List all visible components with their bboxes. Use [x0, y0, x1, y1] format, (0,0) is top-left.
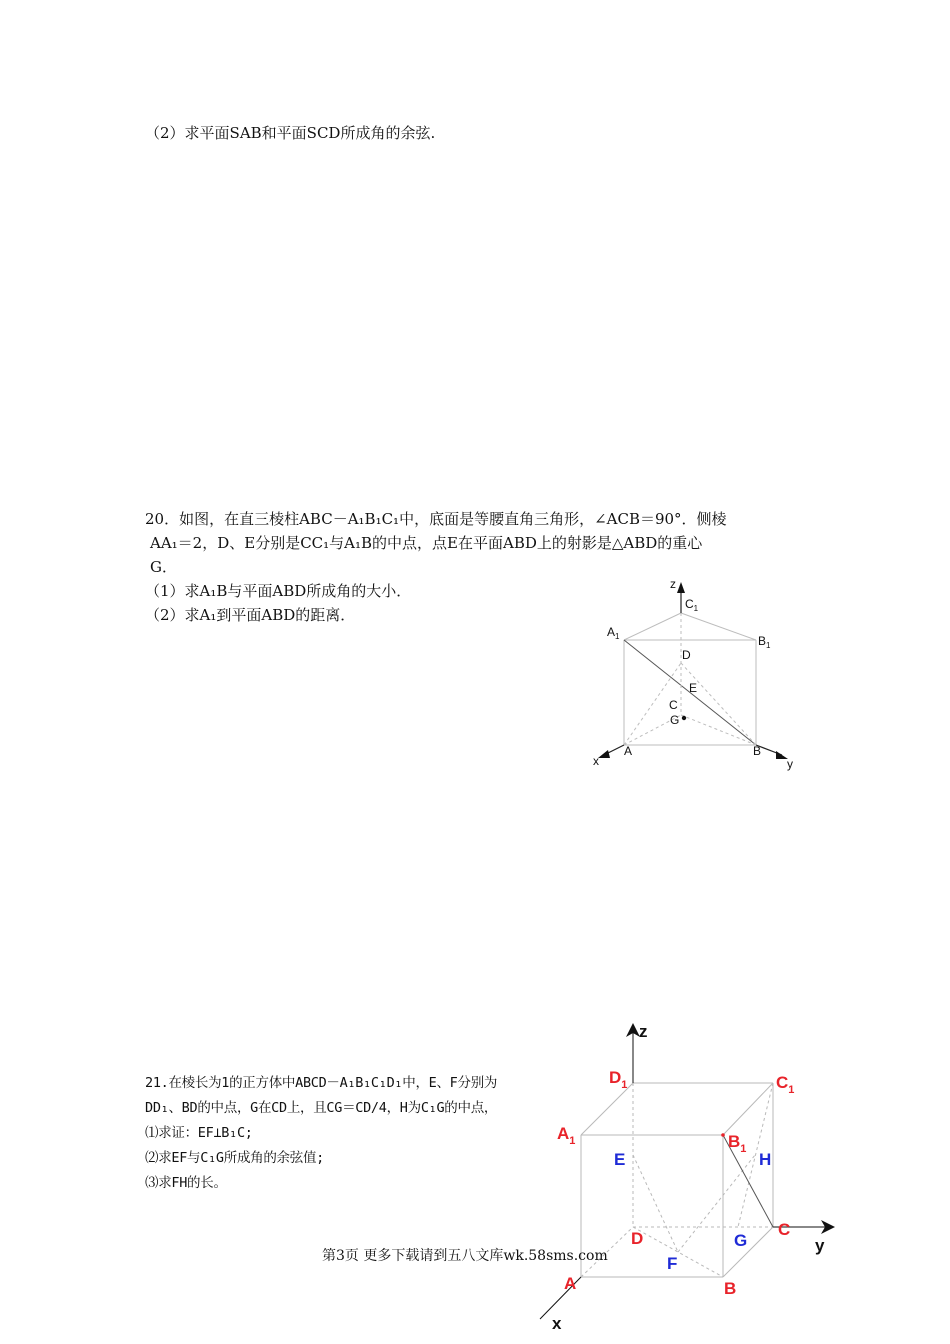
q20-part2: （2）求A₁到平面ABD的距离．: [145, 606, 356, 624]
label-a1: $A_1$: [607, 625, 620, 641]
edge-c1-b1: [681, 613, 756, 640]
q20-line1: 20．如图，在直三棱柱ABC－A₁B₁C₁中，底面是等腰直角三角形，∠ACB＝90°．侧棱: [145, 510, 727, 528]
label-a1: $A_1$: [557, 1124, 576, 1147]
label-e: E: [614, 1150, 626, 1169]
label-z: z: [670, 577, 676, 591]
label-c1: $C_1$: [776, 1073, 795, 1096]
point-b1: [721, 1133, 725, 1137]
page-footer: 第3页 更多下载请到五八文库wk.58sms.com: [322, 1248, 608, 1264]
label-c: C: [778, 1220, 791, 1239]
q21-line2: DD₁、BD的中点，G在CD上，且CG＝CD/4，H为C₁G的中点，: [145, 1100, 498, 1116]
label-d1: $D_1$: [609, 1068, 628, 1091]
label-b: B: [724, 1279, 737, 1298]
label-b1: $B_1$: [758, 634, 771, 650]
label-d: D: [631, 1229, 644, 1248]
edge-c-b: [681, 715, 756, 745]
label-f: F: [667, 1254, 678, 1273]
label-b: B: [753, 744, 762, 758]
q21-part3: ⑶求FH的长。: [145, 1175, 227, 1191]
q21-part2: ⑵求EF与C₁G所成角的余弦值;: [145, 1150, 324, 1166]
label-c: C: [669, 698, 678, 712]
label-g: G: [670, 713, 680, 727]
label-b1: $B_1$: [728, 1132, 747, 1155]
edge-b-c: [723, 1227, 773, 1277]
label-z: z: [639, 1022, 648, 1041]
q20-prism-figure: [590, 575, 800, 775]
edge-a1-c1: [624, 613, 681, 640]
q21-part1: ⑴求证：EF⊥B₁C;: [145, 1125, 253, 1141]
label-y: y: [815, 1236, 825, 1255]
point-g: [682, 716, 686, 720]
label-h: H: [759, 1150, 772, 1169]
label-y: y: [787, 757, 793, 771]
label-x: x: [552, 1314, 562, 1333]
q20-line2: AA₁＝2，D、E分别是CC₁与A₁B的中点，点E在平面ABD上的射影是△ABD的重心: [150, 534, 703, 552]
edge-b1-c1: [723, 1083, 773, 1135]
label-c1: $C_1$: [685, 597, 699, 613]
q19-part2: （2）求平面SAB和平面SCD所成角的余弦.: [145, 124, 436, 142]
label-x: x: [593, 754, 599, 768]
q20-part1: （1）求A₁B与平面ABD所成角的大小．: [145, 582, 412, 600]
z-axis-arrow: [677, 582, 685, 593]
x-axis-arrow: [598, 750, 610, 758]
label-e: E: [689, 681, 698, 695]
q20-line3: G．: [150, 558, 177, 576]
segment-d-b: [681, 663, 756, 745]
label-a: A: [624, 744, 633, 758]
q21-line1: 21.在棱长为1的正方体中ABCD－A₁B₁C₁D₁中，E、F分别为: [145, 1075, 498, 1091]
label-a: A: [564, 1274, 577, 1293]
q21-cube-figure: [530, 1015, 850, 1344]
label-d: D: [682, 648, 691, 662]
label-g: G: [734, 1231, 748, 1250]
